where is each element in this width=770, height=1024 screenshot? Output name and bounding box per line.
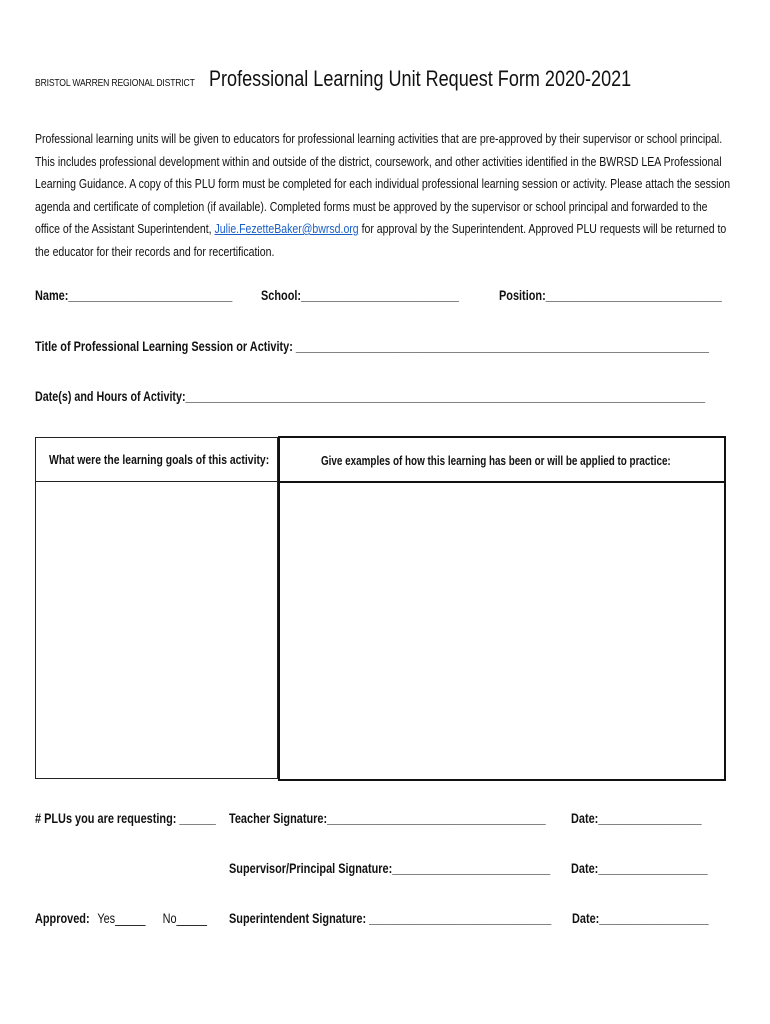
- teacher-date-field[interactable]: Date:_________________: [571, 810, 702, 826]
- learning-goals-header: [36, 438, 277, 482]
- activity-dates-field[interactable]: Date(s) and Hours of Activity:_______________________________________________________________________________________: [35, 388, 706, 404]
- superintendent-signature-field[interactable]: Superintendent Signature: ______________________________: [229, 910, 552, 926]
- district-name: BRISTOL WARREN REGIONAL DISTRICT: [35, 78, 195, 89]
- form-header: [35, 66, 724, 92]
- intro-paragraph: [35, 128, 732, 263]
- approved-label: Approved:: [35, 910, 90, 926]
- superintendent-email-link[interactable]: Julie.FezetteBaker@bwrsd.org: [214, 221, 359, 236]
- intro-text-after: for approval by the Superintendent. Approved PLU requests will be returned to the educator for their records and for recertification.: [35, 221, 727, 259]
- approved-yes-field[interactable]: Yes_____: [97, 910, 146, 926]
- plus-requested-field[interactable]: # PLUs you are requesting: ______: [35, 810, 216, 826]
- school-field[interactable]: School:__________________________: [261, 287, 459, 303]
- supervisor-date-field[interactable]: Date:__________________: [571, 860, 708, 876]
- teacher-signature-field[interactable]: Teacher Signature:____________________________________: [229, 810, 546, 826]
- learning-goals-box: [35, 437, 278, 779]
- form-title: Professional Learning Unit Request Form 2020-2021: [209, 66, 632, 91]
- practice-examples-box: [278, 436, 726, 781]
- approved-no-field[interactable]: No_____: [162, 910, 207, 926]
- practice-examples-input[interactable]: [280, 483, 724, 777]
- learning-goals-label: What were the learning goals of this activity:: [49, 452, 270, 467]
- practice-examples-label: Give examples of how this learning has been or will be applied to practice:: [321, 453, 671, 468]
- approved-row: [35, 910, 207, 926]
- intro-text-before: Professional learning units will be given to educators for professional learning activities that are pre-approved by their supervisor or school principal. This includes professional development within and outside of the district, coursework, and other activities identified in the BWRSD LEA Professional Learning Guidance. A copy of this PLU form must be completed for each individual professional learning session or activity. Please attach the session agenda and certificate of completion (if available). Completed forms must be approved by the supervisor or school principal and forwarded to the office of the Assistant Superintendent,: [35, 131, 731, 236]
- practice-examples-header: [280, 438, 724, 483]
- activity-title-field[interactable]: Title of Professional Learning Session or Activity: ____________________________________________________________________: [35, 338, 709, 354]
- position-field[interactable]: Position:_____________________________: [499, 287, 722, 303]
- superintendent-date-field[interactable]: Date:__________________: [572, 910, 709, 926]
- supervisor-signature-field[interactable]: Supervisor/Principal Signature:__________________________: [229, 860, 551, 876]
- name-field[interactable]: Name:___________________________: [35, 287, 233, 303]
- learning-goals-input[interactable]: [36, 482, 277, 778]
